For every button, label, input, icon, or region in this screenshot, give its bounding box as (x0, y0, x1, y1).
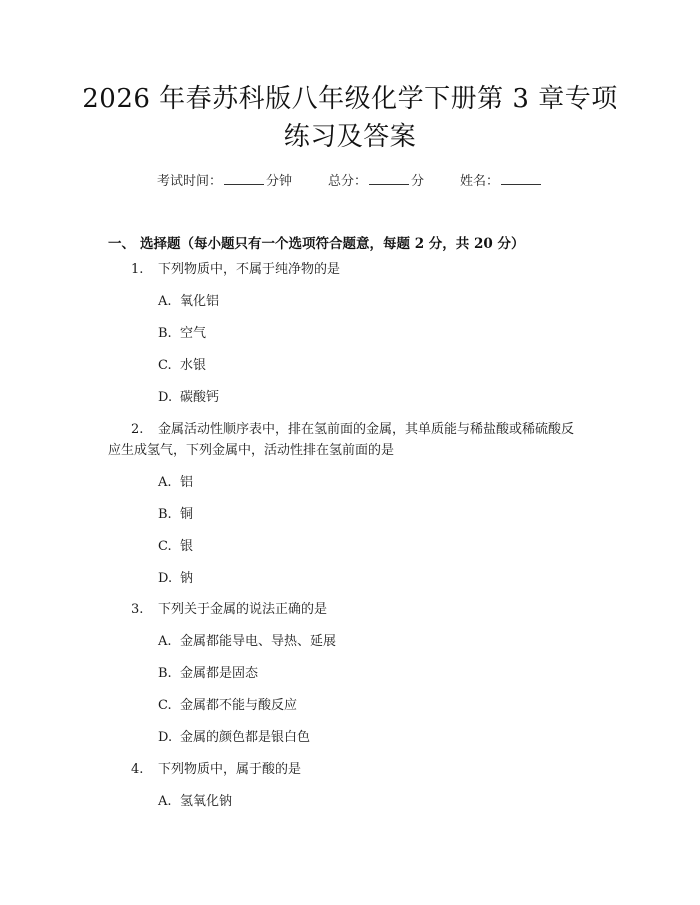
option-text: 铝 (180, 475, 194, 490)
question-2-option-d (158, 569, 193, 589)
question-number: 4. (131, 762, 144, 777)
option-letter: C. (158, 358, 172, 373)
page-title-line-2: 练习及答案 (283, 122, 417, 152)
option-letter: C. (158, 698, 172, 713)
section-number: 一、 (108, 236, 135, 252)
question-1-option-d (158, 388, 219, 408)
name-field (460, 170, 543, 189)
exam-time-blank (224, 172, 264, 185)
question-4-option-a (158, 792, 232, 812)
question-1-option-c (158, 356, 206, 376)
question-number: 3. (131, 602, 144, 617)
question-3-option-c (158, 696, 297, 716)
question-1 (131, 260, 611, 280)
question-text-line-1: 金属活动性顺序表中，排在氢前面的金属，其单质能与稀盐酸或稀硫酸反 (158, 422, 575, 437)
option-text: 金属的颜色都是银白色 (180, 730, 311, 745)
option-letter: D. (158, 730, 173, 745)
option-text: 水银 (180, 358, 207, 373)
question-2-option-c (158, 537, 193, 557)
option-letter: B. (158, 666, 172, 681)
total-score-unit: 分 (411, 174, 425, 189)
question-2-option-a (158, 473, 193, 493)
question-2-option-b (158, 505, 193, 525)
option-letter: D. (158, 390, 173, 405)
option-letter: A. (158, 634, 172, 649)
option-letter: B. (158, 507, 172, 522)
question-text: 下列物质中，不属于纯净物的是 (158, 262, 341, 277)
exam-meta-row (0, 170, 700, 189)
option-text: 铜 (180, 507, 194, 522)
section-heading (108, 232, 524, 252)
page-title-line-1: 2026 年春苏科版八年级化学下册第 3 章专项 (82, 84, 618, 114)
total-score-field (328, 170, 424, 189)
option-text: 金属都不能与酸反应 (180, 698, 298, 713)
option-text: 空气 (180, 326, 207, 341)
question-2 (131, 420, 611, 440)
exam-time-label: 考试时间： (156, 174, 222, 189)
total-score-blank (369, 172, 409, 185)
total-score-label: 总分： (327, 174, 367, 189)
option-text: 碳酸钙 (180, 390, 220, 405)
question-text: 下列物质中，属于酸的是 (158, 762, 302, 777)
option-letter: B. (158, 326, 172, 341)
option-letter: C. (158, 539, 172, 554)
question-3-option-b (158, 664, 258, 684)
option-text: 金属都是固态 (180, 666, 259, 681)
exam-time-unit: 分钟 (265, 174, 292, 189)
option-text: 银 (180, 539, 194, 554)
question-text: 下列关于金属的说法正确的是 (158, 602, 328, 617)
option-letter: A. (158, 794, 172, 809)
question-number: 2. (131, 422, 144, 437)
section-heading-text: 选择题（每小题只有一个选项符合题意，每题 2 分，共 20 分） (140, 236, 525, 252)
option-letter: A. (158, 475, 172, 490)
name-label: 姓名： (460, 174, 500, 189)
question-4 (131, 760, 611, 780)
option-text: 氧化铝 (180, 294, 220, 309)
question-3-option-a (158, 632, 336, 652)
question-3-option-d (158, 728, 310, 748)
question-number: 1. (131, 262, 144, 277)
name-blank (501, 172, 541, 185)
question-1-option-b (158, 324, 206, 344)
question-1-option-a (158, 292, 219, 312)
exam-time-field (157, 170, 292, 189)
option-letter: A. (158, 294, 172, 309)
question-3 (131, 600, 611, 620)
option-text: 氢氧化钠 (180, 794, 233, 809)
question-2-continuation: 应生成氢气，下列金属中，活动性排在氢前面的是 (108, 443, 395, 458)
option-text: 金属都能导电、导热、延展 (180, 634, 337, 649)
option-text: 钠 (180, 571, 194, 586)
option-letter: D. (158, 571, 173, 586)
